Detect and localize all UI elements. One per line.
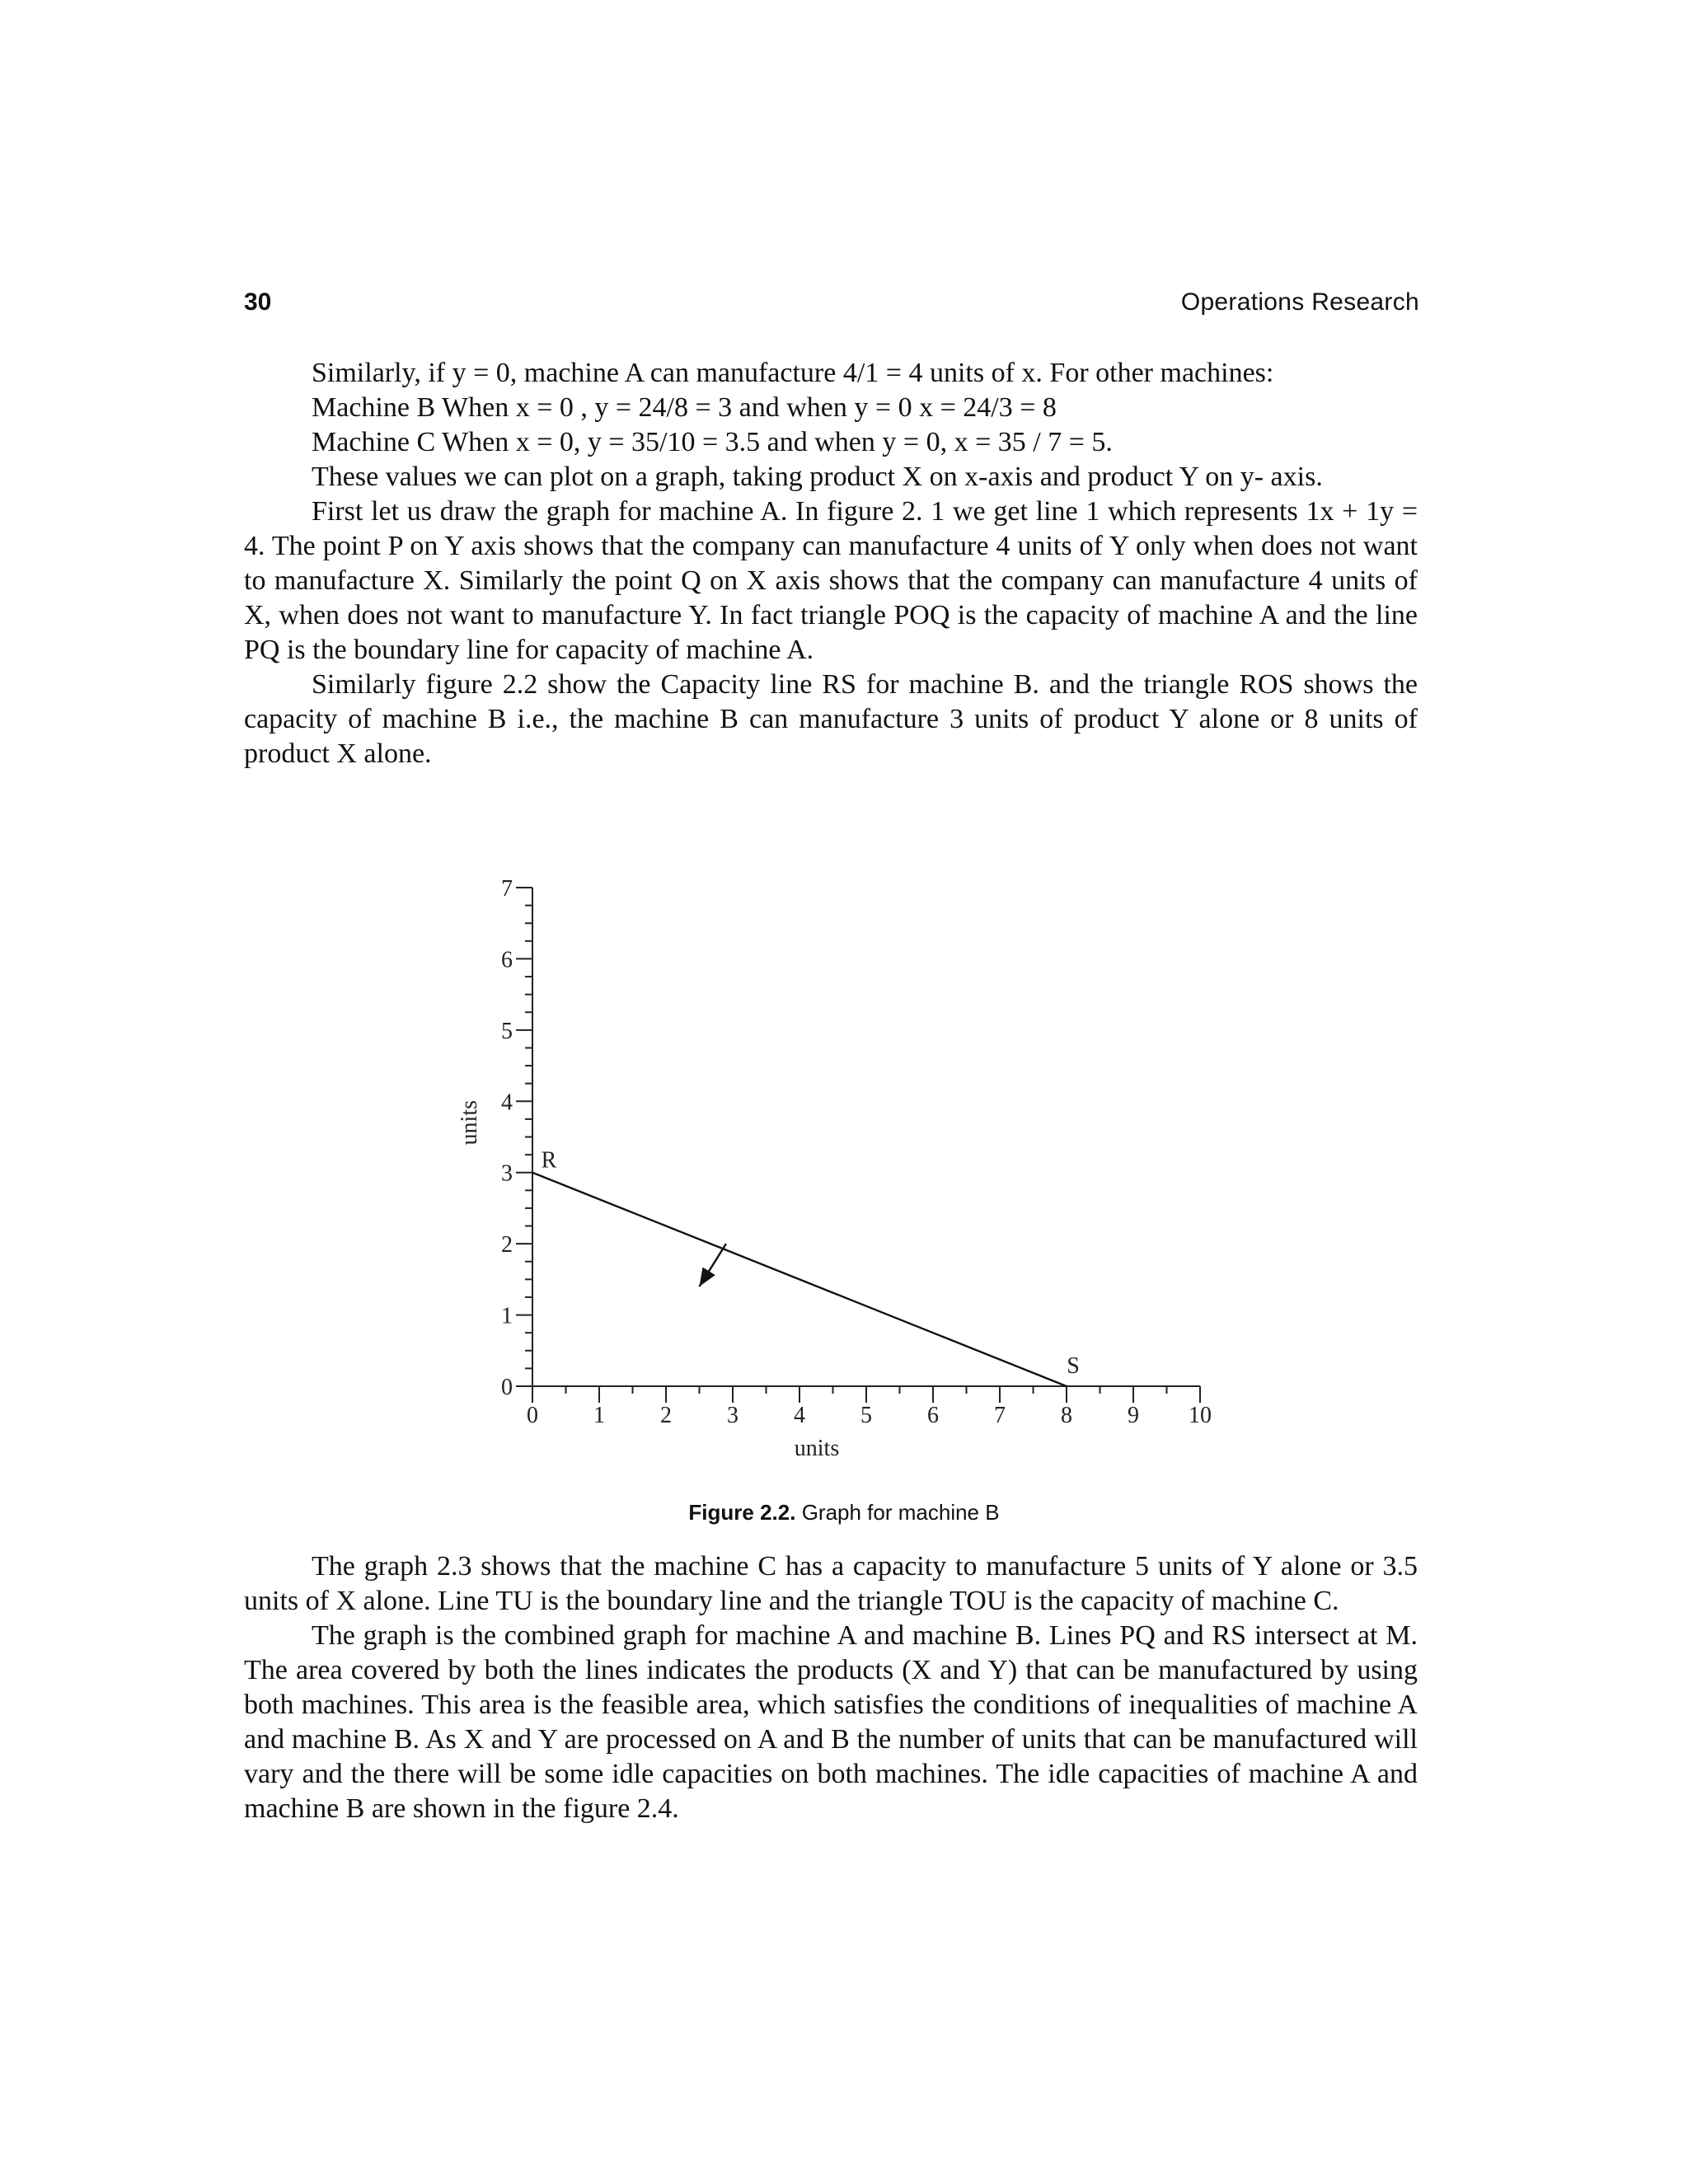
paragraph: First let us draw the graph for machine A. In figure 2. 1 we get line 1 which represents 1x + 1y = 4. The point P on Y axis shows that the company can manufacture 4 units of Y only when does not want to manufacture X. Similarly the point Q on X axis shows that the company can manufacture 4 units of X, when does not want to manufacture Y. In fact triangle POQ is the capacity of machine A and the line PQ is the boundary line for capacity of machine A. <box>244 496 1418 665</box>
body-text-bottom <box>244 1549 1418 1826</box>
paragraph: Machine C When x = 0, y = 35/10 = 3.5 and when y = 0, x = 35 / 7 = 5. <box>312 427 1113 457</box>
running-title: Operations Research <box>1180 288 1419 316</box>
x-tick-label: 3 <box>727 1403 738 1428</box>
page-number: 30 <box>244 288 272 316</box>
x-tick-label: 7 <box>994 1403 1006 1428</box>
x-tick-label: 5 <box>860 1403 872 1428</box>
paragraph: Similarly, if y = 0, machine A can manufacture 4/1 = 4 units of x. For other machines: <box>312 358 1274 388</box>
x-tick-label: 9 <box>1128 1403 1139 1428</box>
figure-label: Figure 2.2. <box>688 1500 796 1525</box>
paragraph: The graph 2.3 shows that the machine C has a capacity to manufacture 5 units of Y alone or 3.5 units of X alone. Line TU is the boundary line and the triangle TOU is the capacity of machine C. <box>244 1551 1418 1616</box>
x-tick-label: 1 <box>593 1403 605 1428</box>
y-tick-label: 2 <box>501 1232 513 1258</box>
figure-caption <box>0 1500 1688 1526</box>
capacity-line-rs <box>532 1173 1067 1386</box>
paragraph: The graph is the combined graph for machine A and machine B. Lines PQ and RS intersect at M. The area covered by both the lines indicates the products (X and Y) that can be manufactured by using both machines. This area is the feasible area, which satisfies the conditions of inequalities of machine A and machine B. As X and Y are processed on A and B the number of units that can be manufactured will vary and the there will be some idle capacities on both machines. The idle capacities of machine A and machine B are shown in the figure 2.4. <box>244 1620 1418 1824</box>
x-tick-label: 6 <box>927 1403 939 1428</box>
point-label-r: R <box>541 1147 557 1174</box>
paragraph: These values we can plot on a graph, taking product X on x-axis and product Y on y- axis. <box>312 462 1323 492</box>
x-axis-label: units <box>794 1436 840 1461</box>
y-tick-label: 4 <box>501 1090 513 1116</box>
y-tick-label: 3 <box>501 1160 513 1187</box>
x-tick-label: 0 <box>527 1403 538 1428</box>
figure-caption-text: Graph for machine B <box>801 1500 1000 1525</box>
x-tick-label: 4 <box>794 1403 805 1428</box>
y-tick-label: 1 <box>501 1303 513 1329</box>
x-tick-label: 2 <box>660 1403 672 1428</box>
paragraph: Machine B When x = 0 , y = 24/8 = 3 and when y = 0 x = 24/3 = 8 <box>312 392 1057 423</box>
point-label-s: S <box>1067 1353 1080 1379</box>
y-axis-label: units <box>457 1099 482 1146</box>
x-tick-label: 10 <box>1189 1403 1212 1428</box>
y-tick-label: 0 <box>501 1375 513 1400</box>
y-tick-label: 7 <box>501 876 513 902</box>
x-tick-label: 8 <box>1061 1403 1072 1428</box>
arrow-head <box>700 1268 715 1286</box>
paragraph: Similarly figure 2.2 show the Capacity line RS for machine B. and the triangle ROS shows the capacity of machine B i.e., the machine B can manufacture 3 units of product Y alone or 8 units of product X alone. <box>244 669 1418 769</box>
y-tick-label: 5 <box>501 1018 513 1044</box>
y-tick-label: 6 <box>501 947 513 973</box>
